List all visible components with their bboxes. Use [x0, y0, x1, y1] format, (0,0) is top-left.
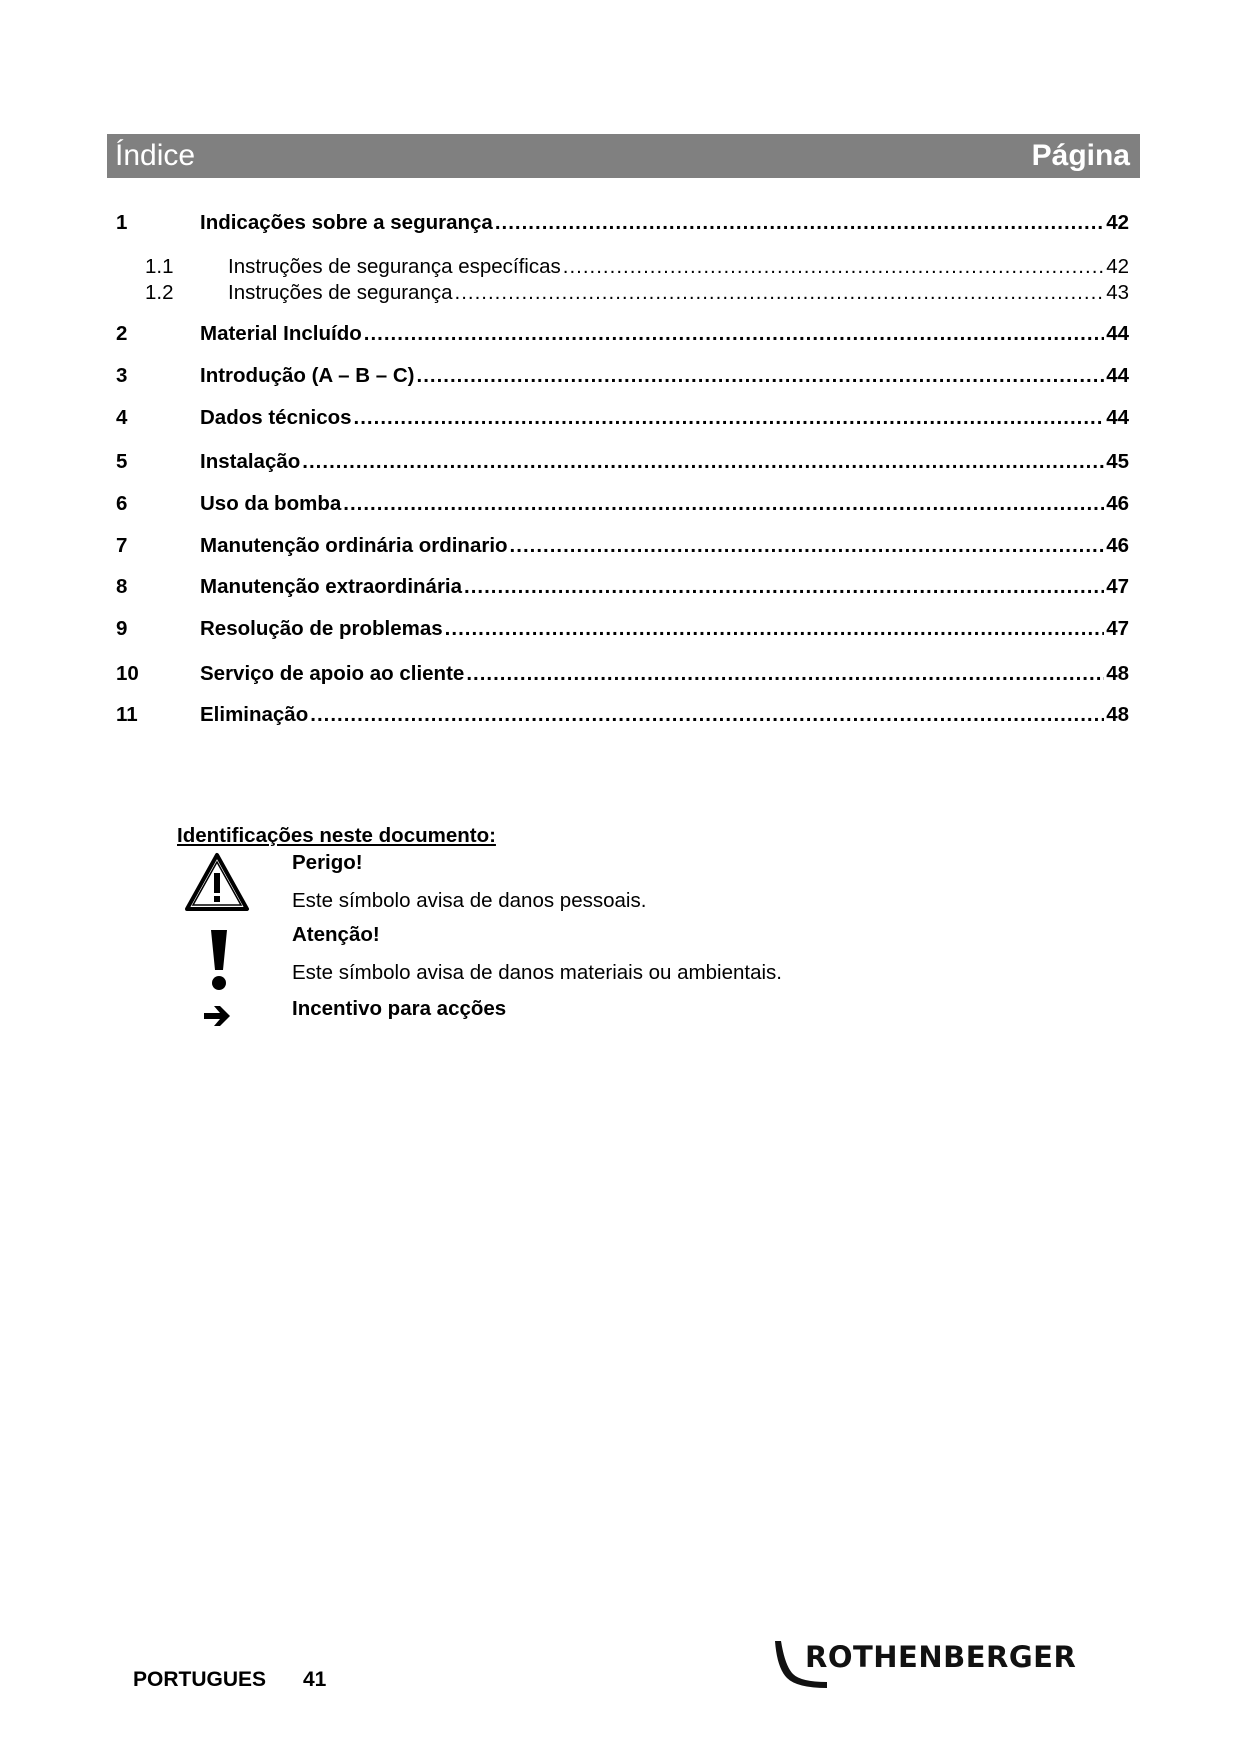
toc-entry-6[interactable]: [116, 491, 1129, 517]
toc-entry-page: 44: [1106, 364, 1129, 387]
toc-entry-11[interactable]: [116, 702, 1129, 728]
toc-entry-number: 1.2: [145, 281, 174, 304]
toc-entry-2[interactable]: [116, 321, 1129, 347]
toc-dot-leader: [310, 702, 1104, 728]
toc-dot-leader: [302, 449, 1104, 475]
toc-entry-title: Dados técnicos: [200, 406, 352, 429]
toc-entry-number: 4: [116, 406, 128, 429]
toc-entry-title: Instruções de segurança: [228, 281, 453, 304]
toc-entry-page: 48: [1106, 703, 1129, 726]
toc-entry-number: 2: [116, 322, 128, 345]
danger-text: Este símbolo avisa de danos pessoais.: [292, 889, 647, 912]
toc-entry-number: 8: [116, 575, 128, 598]
toc-entry-title: Indicações sobre a segurança: [200, 211, 493, 234]
toc-entry-title: Uso da bomba: [200, 492, 342, 515]
toc-dot-leader: [466, 661, 1104, 687]
toc-entry-title: Instalação: [200, 450, 301, 473]
toc-entry-7[interactable]: [116, 533, 1129, 559]
rothenberger-logo: [771, 1636, 1077, 1692]
toc-entry-1-1[interactable]: [145, 254, 1129, 280]
toc-entry-title: Eliminação: [200, 703, 309, 726]
toc-entry-5[interactable]: [116, 449, 1129, 475]
toc-entry-number: 1: [116, 211, 128, 234]
attention-title: Atenção!: [292, 923, 380, 946]
toc-entry-title: Material Incluído: [200, 322, 362, 345]
toc-header-bar: [107, 134, 1140, 178]
toc-entry-number: 1.1: [145, 255, 174, 278]
toc-entry-page: 42: [1106, 255, 1129, 278]
action-title: Incentivo para acções: [292, 997, 507, 1020]
toc-dot-leader: [343, 491, 1104, 517]
toc-entry-page: 45: [1106, 450, 1129, 473]
toc-dot-leader: [495, 210, 1104, 236]
toc-dot-leader: [354, 405, 1105, 431]
toc-entry-title: Resolução de problemas: [200, 617, 443, 640]
toc-dot-leader: [464, 574, 1104, 600]
toc-entry-number: 5: [116, 450, 128, 473]
toc-dot-leader: [455, 280, 1105, 306]
toc-entry-title: Serviço de apoio ao cliente: [200, 662, 465, 685]
toc-entry-page: 46: [1106, 492, 1129, 515]
toc-entry-number: 3: [116, 364, 128, 387]
toc-entry-title: Introdução (A – B – C): [200, 364, 415, 387]
toc-dot-leader: [510, 533, 1105, 559]
toc-entry-number: 9: [116, 617, 128, 640]
toc-dot-leader: [563, 254, 1104, 280]
toc-dot-leader: [417, 363, 1105, 389]
toc-entry-1[interactable]: [116, 210, 1129, 236]
footer-language: PORTUGUES: [133, 1668, 267, 1691]
toc-entry-page: 44: [1106, 406, 1129, 429]
logo-wordmark: ROTHENBERGER: [805, 1640, 1077, 1674]
toc-entry-8[interactable]: [116, 574, 1129, 600]
toc-dot-leader: [364, 321, 1104, 347]
arrow-right-icon: [202, 1003, 234, 1029]
toc-dot-leader: [445, 616, 1105, 642]
toc-entry-title: Instruções de segurança específicas: [228, 255, 561, 278]
footer-page-number: 41: [303, 1668, 327, 1691]
legend-title: Identificações neste documento:: [177, 824, 496, 847]
toc-entry-page: 47: [1106, 575, 1129, 598]
warning-triangle-icon: [183, 851, 251, 913]
toc-entry-10[interactable]: [116, 661, 1129, 687]
toc-entry-number: 7: [116, 534, 128, 557]
toc-entry-number: 11: [116, 703, 138, 726]
exclamation-icon: [208, 928, 230, 992]
toc-entry-9[interactable]: [116, 616, 1129, 642]
toc-entry-page: 43: [1106, 281, 1129, 304]
toc-entry-page: 48: [1106, 662, 1129, 685]
toc-entry-page: 42: [1106, 211, 1129, 234]
danger-title: Perigo!: [292, 851, 363, 874]
toc-entry-title: Manutenção ordinária ordinario: [200, 534, 508, 557]
header-page-label: Página: [1031, 139, 1130, 172]
toc-entry-page: 44: [1106, 322, 1129, 345]
toc-entry-page: 46: [1106, 534, 1129, 557]
toc-entry-1-2[interactable]: [145, 280, 1129, 306]
toc-entry-title: Manutenção extraordinária: [200, 575, 463, 598]
toc-entry-3[interactable]: [116, 363, 1129, 389]
header-index-label: Índice: [115, 139, 196, 172]
attention-text: Este símbolo avisa de danos materiais ou ambientais.: [292, 961, 782, 984]
toc-entry-page: 47: [1106, 617, 1129, 640]
toc-entry-4[interactable]: [116, 405, 1129, 431]
toc-entry-number: 10: [116, 662, 139, 685]
toc-entry-number: 6: [116, 492, 128, 515]
